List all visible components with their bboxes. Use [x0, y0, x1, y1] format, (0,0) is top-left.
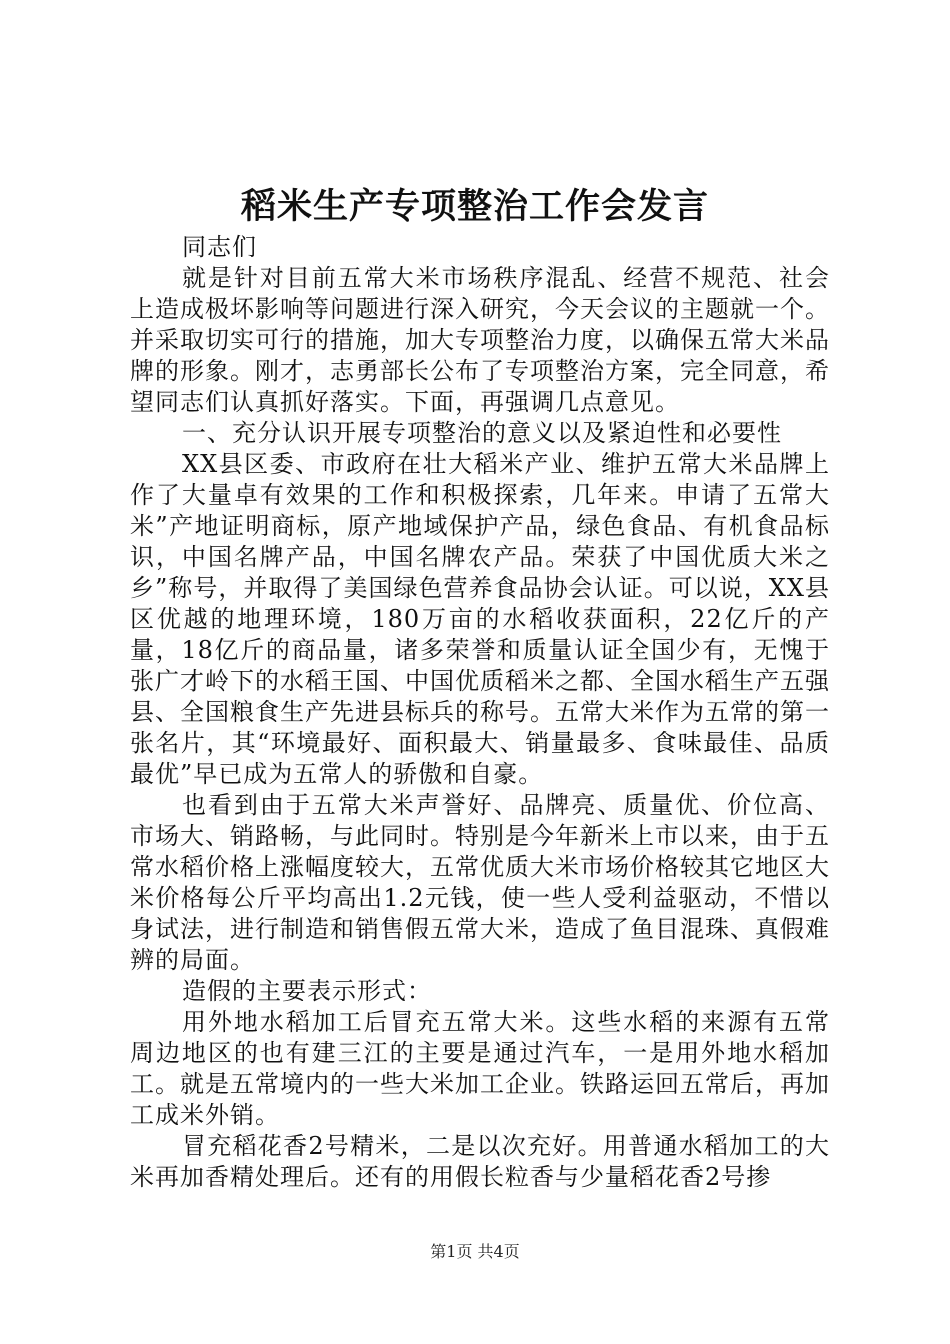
page-title: 稻米生产专项整治工作会发言	[240, 186, 709, 227]
paragraph-fraud-form-2: 冒充稻花香2号精米，二是以次充好。用普通水稻加工的大米再加香精处理后。还有的用假长粒香与少量稻花香2号掺	[130, 1132, 830, 1191]
section-heading-1: 一、充分认识开展专项整治的意义以及紧迫性和必要性	[182, 419, 782, 447]
paragraph-greeting: 同志们	[182, 233, 257, 261]
paragraph-achievements: XX县区委、市政府在壮大稻米产业、维护五常大米品牌上作了大量卓有效果的工作和积极探索，几年来。申请了五常大米”产地证明商标，原产地域保护产品，绿色食品、有机食品标识，中国名牌产品，中国名牌农产品。荣获了中国优质大米之乡”称号，并取得了美国绿色营养食品协会认证。可以说，XX县区优越的地理环境，180万亩的水稻收获面积，22亿斤的产量，18亿斤的商品量，诸多荣誉和质量认证全国少有，无愧于张广才岭下的水稻王国、中国优质稻米之都、全国水稻生产五强县、全国粮食生产先进县标兵的称号。五常大米作为五常的第一张名片，其“环境最好、面积最大、销量最多、食味最佳、品质最优”早已成为五常人的骄傲和自豪。	[130, 450, 830, 788]
paragraph-fraud-forms-heading: 造假的主要表示形式：	[182, 977, 432, 1005]
document-body	[130, 232, 830, 1193]
page-footer: 第1页 共4页	[430, 1242, 520, 1261]
paragraph-fraud-form-1: 用外地水稻加工后冒充五常大米。这些水稻的来源有五常周边地区的也有建三江的主要是通过汽车，一是用外地水稻加工。就是五常境内的一些大米加工企业。铁路运回五常后，再加工成米外销。	[130, 1008, 830, 1129]
paragraph-intro: 就是针对目前五常大米市场秩序混乱、经营不规范、社会上造成极坏影响等问题进行深入研究，今天会议的主题就一个。并采取切实可行的措施，加大专项整治力度，以确保五常大米品牌的形象。刚才，志勇部长公布了专项整治方案，完全同意，希望同志们认真抓好落实。下面，再强调几点意见。	[130, 264, 830, 416]
paragraph-problems: 也看到由于五常大米声誉好、品牌亮、质量优、价位高、市场大、销路畅，与此同时。特别是今年新米上市以来，由于五常水稻价格上涨幅度较大，五常优质大米市场价格较其它地区大米价格每公斤平均高出1.2元钱，使一些人受利益驱动，不惜以身试法，进行制造和销售假五常大米，造成了鱼目混珠、真假难辨的局面。	[130, 791, 830, 974]
